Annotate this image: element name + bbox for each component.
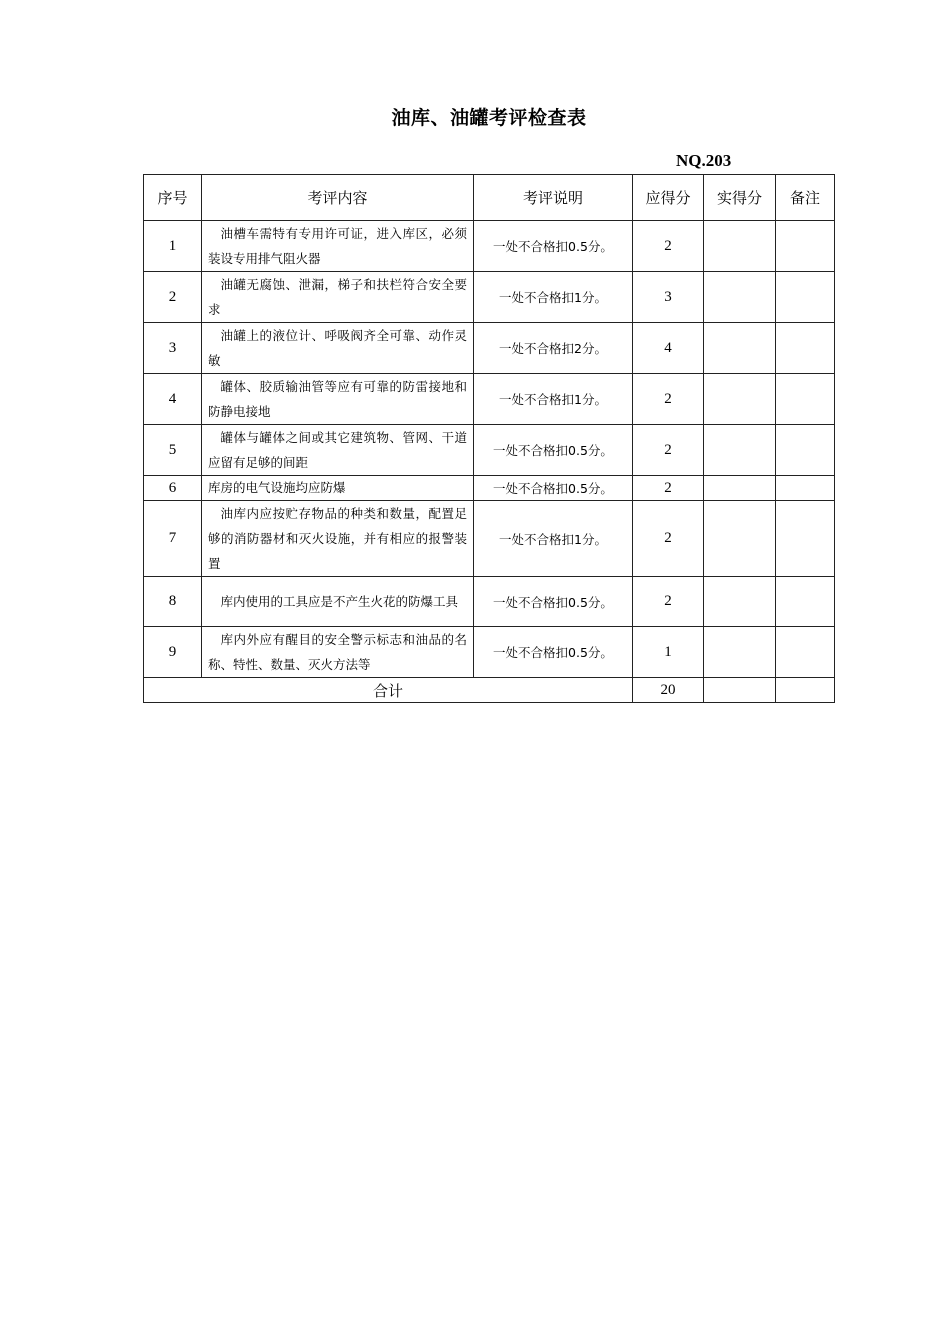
total-row bbox=[144, 678, 835, 703]
row-expected-score: 2 bbox=[633, 425, 704, 476]
row-expected-score: 2 bbox=[633, 221, 704, 272]
table-row bbox=[144, 323, 835, 374]
row-description: 一处不合格扣1分。 bbox=[474, 272, 633, 323]
row-actual-score[interactable] bbox=[704, 476, 776, 501]
row-content: 油库内应按贮存物品的种类和数量，配置足够的消防器材和灭火设施，并有相应的报警装置 bbox=[202, 501, 474, 577]
row-description: 一处不合格扣0.5分。 bbox=[474, 627, 633, 678]
total-label: 合计 bbox=[144, 678, 633, 703]
document-title: 油库、油罐考评检查表 bbox=[391, 107, 587, 129]
table-row bbox=[144, 627, 835, 678]
row-index: 4 bbox=[144, 374, 202, 425]
row-index: 9 bbox=[144, 627, 202, 678]
row-expected-score: 2 bbox=[633, 577, 704, 627]
row-index: 7 bbox=[144, 501, 202, 577]
document-number: NQ.203 bbox=[676, 151, 732, 170]
row-index: 8 bbox=[144, 577, 202, 627]
row-expected-score: 2 bbox=[633, 476, 704, 501]
table-row bbox=[144, 221, 835, 272]
row-content: 库房的电气设施均应防爆 bbox=[202, 476, 474, 501]
row-actual-score[interactable] bbox=[704, 577, 776, 627]
row-actual-score[interactable] bbox=[704, 221, 776, 272]
header-expected-score: 应得分 bbox=[633, 175, 704, 221]
row-note[interactable] bbox=[776, 425, 835, 476]
row-expected-score: 2 bbox=[633, 501, 704, 577]
row-description: 一处不合格扣1分。 bbox=[474, 374, 633, 425]
row-note[interactable] bbox=[776, 323, 835, 374]
row-note[interactable] bbox=[776, 374, 835, 425]
row-note[interactable] bbox=[776, 221, 835, 272]
row-actual-score[interactable] bbox=[704, 627, 776, 678]
row-expected-score: 4 bbox=[633, 323, 704, 374]
table-header-row bbox=[144, 175, 835, 221]
row-content: 罐体、胶质输油管等应有可靠的防雷接地和防静电接地 bbox=[202, 374, 474, 425]
row-index: 1 bbox=[144, 221, 202, 272]
row-content: 油罐上的液位计、呼吸阀齐全可靠、动作灵敏 bbox=[202, 323, 474, 374]
table-row bbox=[144, 374, 835, 425]
total-expected-score: 20 bbox=[633, 678, 704, 703]
row-description: 一处不合格扣0.5分。 bbox=[474, 476, 633, 501]
row-content: 罐体与罐体之间或其它建筑物、管网、干道应留有足够的间距 bbox=[202, 425, 474, 476]
header-content: 考评内容 bbox=[202, 175, 474, 221]
row-actual-score[interactable] bbox=[704, 323, 776, 374]
row-description: 一处不合格扣2分。 bbox=[474, 323, 633, 374]
table-row bbox=[144, 425, 835, 476]
row-content: 油罐无腐蚀、泄漏，梯子和扶栏符合安全要求 bbox=[202, 272, 474, 323]
table-row bbox=[144, 501, 835, 577]
header-description: 考评说明 bbox=[474, 175, 633, 221]
row-content: 库内外应有醒目的安全警示标志和油品的名称、特性、数量、灭火方法等 bbox=[202, 627, 474, 678]
header-index: 序号 bbox=[144, 175, 202, 221]
header-note: 备注 bbox=[776, 175, 835, 221]
row-actual-score[interactable] bbox=[704, 374, 776, 425]
row-note[interactable] bbox=[776, 476, 835, 501]
row-index: 3 bbox=[144, 323, 202, 374]
table-row bbox=[144, 577, 835, 627]
row-content: 库内使用的工具应是不产生火花的防爆工具 bbox=[202, 577, 474, 627]
row-description: 一处不合格扣0.5分。 bbox=[474, 425, 633, 476]
row-description: 一处不合格扣0.5分。 bbox=[474, 577, 633, 627]
row-description: 一处不合格扣1分。 bbox=[474, 501, 633, 577]
header-actual-score: 实得分 bbox=[704, 175, 776, 221]
row-actual-score[interactable] bbox=[704, 425, 776, 476]
table-row bbox=[144, 476, 835, 501]
row-note[interactable] bbox=[776, 272, 835, 323]
row-index: 2 bbox=[144, 272, 202, 323]
row-actual-score[interactable] bbox=[704, 501, 776, 577]
row-index: 5 bbox=[144, 425, 202, 476]
total-note[interactable] bbox=[776, 678, 835, 703]
row-note[interactable] bbox=[776, 501, 835, 577]
row-note[interactable] bbox=[776, 577, 835, 627]
row-actual-score[interactable] bbox=[704, 272, 776, 323]
total-actual-score[interactable] bbox=[704, 678, 776, 703]
evaluation-table bbox=[143, 174, 835, 703]
row-expected-score: 1 bbox=[633, 627, 704, 678]
row-content: 油槽车需特有专用许可证，进入库区，必须装设专用排气阻火器 bbox=[202, 221, 474, 272]
row-expected-score: 2 bbox=[633, 374, 704, 425]
row-expected-score: 3 bbox=[633, 272, 704, 323]
row-index: 6 bbox=[144, 476, 202, 501]
row-note[interactable] bbox=[776, 627, 835, 678]
table-row bbox=[144, 272, 835, 323]
row-description: 一处不合格扣0.5分。 bbox=[474, 221, 633, 272]
